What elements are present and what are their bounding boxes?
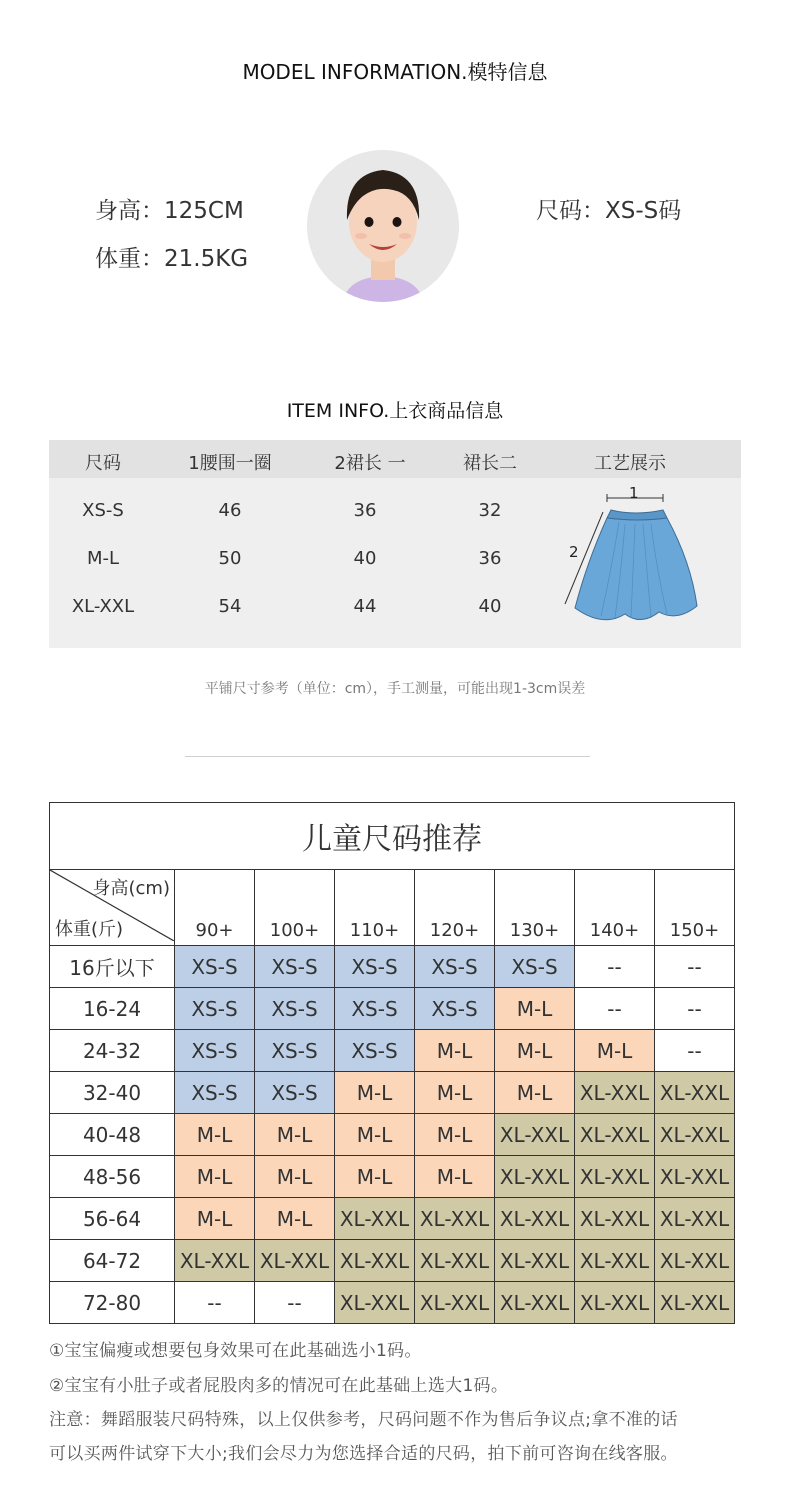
length-2-cell: 32 — [478, 500, 502, 521]
height-header: 120+ — [415, 870, 495, 946]
size-cell: XL-XXL — [415, 1198, 495, 1240]
size-cell: XL-XXL — [71, 596, 135, 617]
size-cell: XL-XXL — [655, 1240, 735, 1282]
length-1-cell: 44 — [353, 596, 377, 617]
size-cell: -- — [655, 946, 735, 988]
size-cell: XS-S — [335, 946, 415, 988]
table-row — [50, 1030, 735, 1072]
item-info-title: ITEM INFO.上衣商品信息 — [286, 400, 504, 422]
size-cell: XL-XXL — [335, 1198, 415, 1240]
footnote-4: 可以买两件试穿下大小;我们会尽力为您选择合适的尺码，拍下前可咨询在线客服。 — [49, 1444, 678, 1464]
size-cell: XL-XXL — [575, 1240, 655, 1282]
col-header-length-1: 2裙长 一 — [334, 453, 406, 474]
size-cell: M-L — [495, 1030, 575, 1072]
size-cell: XL-XXL — [575, 1072, 655, 1114]
size-cell: XL-XXL — [655, 1156, 735, 1198]
size-cell: XL-XXL — [495, 1282, 575, 1324]
size-cell: M-L — [175, 1114, 255, 1156]
table-row — [50, 1198, 735, 1240]
size-cell: XS-S — [175, 988, 255, 1030]
col-header-waist: 1腰围一圈 — [188, 453, 272, 474]
size-cell: M-L — [255, 1114, 335, 1156]
footnote-1: ①宝宝偏瘦或想要包身效果可在此基础选小1码。 — [49, 1341, 422, 1361]
size-cell: XL-XXL — [175, 1240, 255, 1282]
size-cell: -- — [655, 988, 735, 1030]
size-cell: XL-XXL — [655, 1114, 735, 1156]
size-cell: M-L — [255, 1198, 335, 1240]
size-cell: XS-S — [255, 1072, 335, 1114]
size-cell: XS-S — [175, 946, 255, 988]
size-cell: M-L — [575, 1030, 655, 1072]
size-cell: XL-XXL — [575, 1198, 655, 1240]
size-cell: XL-XXL — [255, 1240, 335, 1282]
size-cell: XS-S — [415, 946, 495, 988]
corner-header-cell — [50, 870, 175, 946]
table-row — [50, 1156, 735, 1198]
size-cell: XS-S — [495, 946, 575, 988]
size-cell: XL-XXL — [335, 1282, 415, 1324]
height-header: 130+ — [495, 870, 575, 946]
table-row — [50, 988, 735, 1030]
size-cell: XS-S — [82, 500, 124, 521]
weight-axis-label: 体重(斤) — [55, 919, 124, 940]
weight-label: 64-72 — [50, 1240, 175, 1282]
size-cell: M-L — [175, 1156, 255, 1198]
size-cell: -- — [575, 988, 655, 1030]
size-cell: XL-XXL — [495, 1156, 575, 1198]
col-header-craft: 工艺展示 — [594, 453, 666, 474]
size-cell: -- — [255, 1282, 335, 1324]
footnote-2: ②宝宝有小肚子或者屁股肉多的情况可在此基础上选大1码。 — [49, 1376, 509, 1396]
length-1-cell: 40 — [353, 548, 377, 569]
weight-label: 24-32 — [50, 1030, 175, 1072]
table-row — [50, 1240, 735, 1282]
height-axis-label: 身高(cm) — [92, 878, 170, 899]
weight-label: 32-40 — [50, 1072, 175, 1114]
weight-label: 16斤以下 — [50, 946, 175, 988]
footnote-3: 注意：舞蹈服装尺码特殊，以上仅供参考，尺码问题不作为售后争议点;拿不准的话 — [49, 1410, 678, 1430]
measurement-note: 平铺尺寸参考（单位：cm），手工测量，可能出现1-3cm误差 — [204, 681, 586, 697]
length-2-cell: 36 — [478, 548, 502, 569]
model-weight: 体重：21.5KG — [95, 246, 249, 272]
size-cell: XS-S — [255, 1030, 335, 1072]
size-cell: XS-S — [335, 988, 415, 1030]
height-header: 110+ — [335, 870, 415, 946]
size-cell: M-L — [335, 1072, 415, 1114]
size-cell: XL-XXL — [495, 1240, 575, 1282]
table-row — [50, 1114, 735, 1156]
height-header: 150+ — [655, 870, 735, 946]
size-cell: XL-XXL — [495, 1114, 575, 1156]
size-cell: XL-XXL — [575, 1156, 655, 1198]
col-header-size: 尺码 — [85, 453, 121, 474]
table-row — [50, 1282, 735, 1324]
size-cell: M-L — [495, 988, 575, 1030]
size-cell: XL-XXL — [575, 1282, 655, 1324]
size-cell: XS-S — [415, 988, 495, 1030]
size-cell: XL-XXL — [415, 1282, 495, 1324]
size-cell: M-L — [415, 1072, 495, 1114]
size-cell: -- — [575, 946, 655, 988]
size-cell: M-L — [415, 1156, 495, 1198]
waist-cell: 50 — [218, 548, 242, 569]
diagram-label-length: 2 — [569, 543, 579, 561]
model-info-title: MODEL INFORMATION.模特信息 — [242, 60, 548, 84]
size-cell: XS-S — [255, 988, 335, 1030]
height-header: 100+ — [255, 870, 335, 946]
weight-label: 72-80 — [50, 1282, 175, 1324]
size-cell: M-L — [495, 1072, 575, 1114]
model-height: 身高：125CM — [95, 198, 244, 224]
model-size: 尺码：XS-S码 — [536, 198, 682, 224]
size-cell: XS-S — [255, 946, 335, 988]
col-header-length-2: 裙长二 — [463, 453, 517, 474]
size-cell: XL-XXL — [655, 1282, 735, 1324]
height-header: 90+ — [175, 870, 255, 946]
length-1-cell: 36 — [353, 500, 377, 521]
size-cell: XL-XXL — [495, 1198, 575, 1240]
size-cell: XL-XXL — [655, 1072, 735, 1114]
length-2-cell: 40 — [478, 596, 502, 617]
weight-label: 16-24 — [50, 988, 175, 1030]
model-avatar — [307, 150, 459, 302]
size-cell: M-L — [255, 1156, 335, 1198]
size-cell: M-L — [175, 1198, 255, 1240]
size-cell: XL-XXL — [415, 1240, 495, 1282]
size-cell: M-L — [415, 1030, 495, 1072]
size-cell: XS-S — [335, 1030, 415, 1072]
diagram-label-waist: 1 — [629, 484, 639, 502]
size-cell: -- — [655, 1030, 735, 1072]
size-cell: M-L — [86, 548, 120, 569]
weight-label: 56-64 — [50, 1198, 175, 1240]
size-cell: XL-XXL — [575, 1114, 655, 1156]
size-cell: M-L — [415, 1114, 495, 1156]
table-row — [50, 1072, 735, 1114]
size-cell: -- — [175, 1282, 255, 1324]
size-cell: M-L — [335, 1114, 415, 1156]
size-cell: XS-S — [175, 1072, 255, 1114]
child-portrait-icon — [307, 150, 459, 302]
weight-label: 48-56 — [50, 1156, 175, 1198]
table-row — [50, 946, 735, 988]
waist-cell: 54 — [218, 596, 242, 617]
waist-cell: 46 — [218, 500, 242, 521]
size-cell: XL-XXL — [655, 1198, 735, 1240]
section-divider — [185, 756, 590, 757]
recommend-title: 儿童尺码推荐 — [50, 803, 735, 870]
size-cell: XL-XXL — [335, 1240, 415, 1282]
height-header: 140+ — [575, 870, 655, 946]
weight-label: 40-48 — [50, 1114, 175, 1156]
size-cell: XS-S — [175, 1030, 255, 1072]
skirt-diagram — [555, 482, 715, 642]
size-cell: M-L — [335, 1156, 415, 1198]
size-recommendation-table — [49, 802, 735, 1324]
